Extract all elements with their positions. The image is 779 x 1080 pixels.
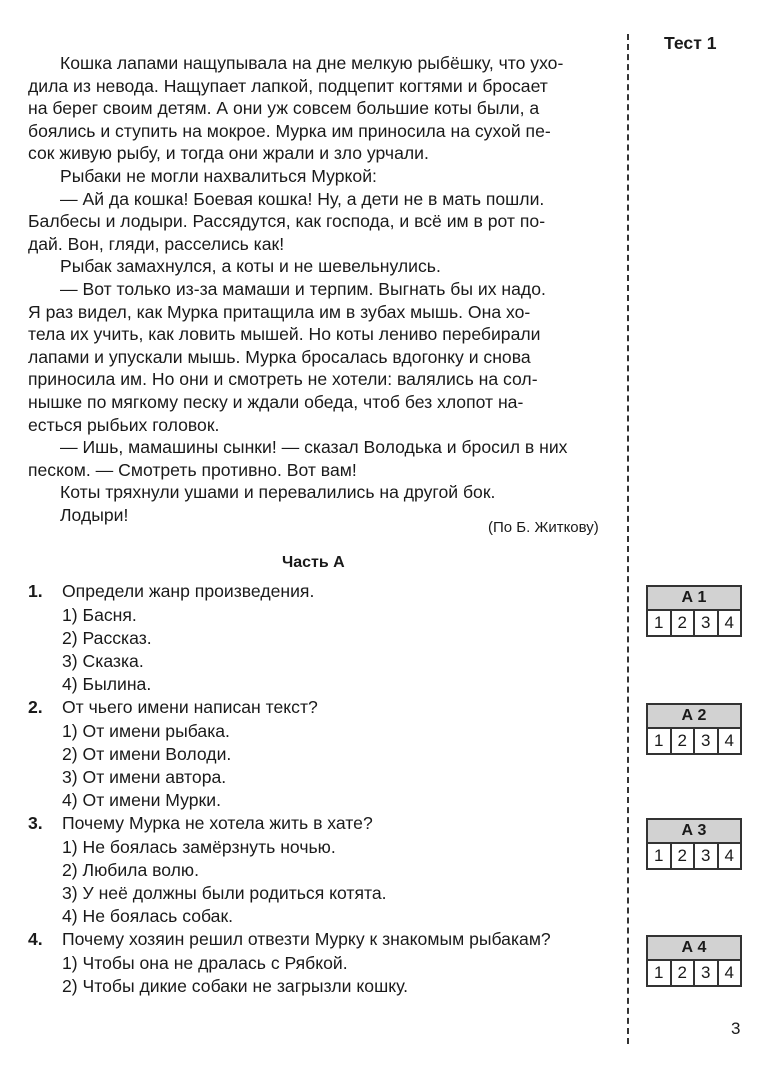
answer-choice-cell[interactable]: 2 bbox=[672, 729, 696, 753]
question-number: 3. bbox=[28, 813, 43, 833]
answer-box-cells bbox=[648, 611, 740, 635]
question-options bbox=[62, 604, 152, 696]
answer-choice-cell[interactable]: 1 bbox=[648, 844, 672, 868]
passage-line: Рыбаки не могли нахвалиться Муркой: bbox=[60, 165, 377, 186]
answer-option[interactable]: 2) Любила волю. bbox=[62, 860, 200, 880]
answer-option[interactable]: 1) От имени рыбака. bbox=[62, 721, 230, 741]
answer-choice-cell[interactable]: 4 bbox=[724, 963, 734, 982]
page-number: 3 bbox=[731, 1019, 741, 1038]
question-number: 1. bbox=[28, 581, 43, 601]
answer-option[interactable]: 2) От имени Володи. bbox=[62, 744, 232, 764]
answer-choice-cell[interactable]: 1 bbox=[648, 729, 672, 753]
passage-line: — Ай да кошка! Боевая кошка! Ну, а дети не в мать пошли. bbox=[60, 188, 545, 209]
passage-line: боялись и ступить на мокрое. Мурка им приносила на сухой пе- bbox=[28, 120, 551, 141]
answer-option[interactable]: 4) Былина. bbox=[62, 674, 152, 694]
answer-option[interactable]: 1) Басня. bbox=[62, 605, 137, 625]
answer-option[interactable]: 4) Не боялась собак. bbox=[62, 906, 234, 926]
passage-line: Кошка лапами нащупывала на дне мелкую рыбёшку, что ухо- bbox=[60, 53, 564, 73]
question-1 bbox=[28, 581, 628, 693]
answer-box-cells bbox=[648, 961, 740, 985]
question-text: Определи жанр произведения. bbox=[62, 581, 315, 601]
answer-choice-cell[interactable]: 4 bbox=[724, 731, 734, 750]
answer-option[interactable]: 4) От имени Мурки. bbox=[62, 790, 221, 810]
answer-box-label: А 2 bbox=[648, 705, 740, 729]
answer-box-cells bbox=[648, 844, 740, 868]
answer-choice-cell[interactable]: 2 bbox=[672, 961, 696, 985]
passage-line: — Вот только из-за мамаши и терпим. Выгнать бы их надо. bbox=[60, 278, 546, 299]
passage-line: на берег своим детям. А они уж совсем большие коты были, а bbox=[28, 98, 540, 119]
reading-passage bbox=[28, 52, 618, 526]
answer-choice-cell[interactable]: 3 bbox=[695, 844, 719, 868]
passage-line: сок живую рыбу, и тогда они жрали и зло урчали. bbox=[28, 143, 429, 164]
passage-line: песком. — Смотреть противно. Вот вам! bbox=[28, 459, 357, 480]
passage-line: — Ишь, мамашины сынки! — сказал Володька и бросил в них bbox=[60, 437, 568, 458]
passage-line: есться рыбьих головок. bbox=[28, 414, 220, 435]
answer-choice-cell[interactable]: 2 bbox=[672, 844, 696, 868]
passage-line: Рыбак замахнулся, а коты и не шевельнулись. bbox=[60, 256, 441, 277]
answer-option[interactable]: 3) От имени автора. bbox=[62, 767, 227, 787]
question-text: Почему хозяин решил отвезти Мурку к знакомым рыбакам? bbox=[62, 929, 551, 949]
question-2 bbox=[28, 697, 628, 809]
answer-choice-cell[interactable]: 1 bbox=[648, 611, 672, 635]
question-options bbox=[62, 836, 387, 928]
passage-line: тела их учить, как ловить мышей. Но коты лениво перебирали bbox=[28, 324, 541, 345]
part-title: Часть А bbox=[282, 554, 345, 571]
answer-choice-cell[interactable]: 1 bbox=[648, 961, 672, 985]
answer-box-cells bbox=[648, 729, 740, 753]
passage-source: (По Б. Житкову) bbox=[488, 519, 599, 536]
answer-option[interactable]: 3) У неё должны были родиться котята. bbox=[62, 883, 387, 903]
passage-line: дай. Вон, гляди, расселись как! bbox=[28, 233, 285, 254]
answer-choice-cell[interactable]: 4 bbox=[724, 846, 734, 865]
answer-box-label: А 3 bbox=[648, 820, 740, 844]
passage-line: Балбесы и лодыри. Рассядутся, как господа, и всё им в рот по- bbox=[28, 211, 546, 232]
answer-box-a4 bbox=[646, 935, 742, 987]
answer-box-label: А 4 bbox=[648, 937, 740, 961]
answer-option[interactable]: 2) Рассказ. bbox=[62, 628, 152, 648]
passage-line: Лодыри! bbox=[60, 504, 129, 525]
passage-line: приносила им. Но они и смотреть не хотели: валялись на сол- bbox=[28, 369, 538, 390]
passage-line: Коты тряхнули ушами и перевалились на другой бок. bbox=[60, 482, 496, 503]
answer-option[interactable]: 1) Чтобы она не дралась с Рябкой. bbox=[62, 953, 348, 973]
passage-line: нышке по мягкому песку и ждали обеда, чтоб без хлопот на- bbox=[28, 391, 524, 412]
question-4 bbox=[28, 929, 628, 999]
question-text: От чьего имени написан текст? bbox=[62, 697, 318, 717]
answer-choice-cell[interactable]: 4 bbox=[724, 613, 734, 632]
answer-choice-cell[interactable]: 2 bbox=[672, 611, 696, 635]
passage-line: Я раз видел, как Мурка притащила им в зубах мышь. Она хо- bbox=[28, 301, 531, 322]
question-number: 2. bbox=[28, 697, 43, 717]
question-text: Почему Мурка не хотела жить в хате? bbox=[62, 813, 373, 833]
answer-choice-cell[interactable]: 3 bbox=[695, 961, 719, 985]
answer-choice-cell[interactable]: 3 bbox=[695, 729, 719, 753]
answer-box-a1 bbox=[646, 585, 742, 637]
question-options bbox=[62, 720, 231, 812]
passage-line: дила из невода. Нащупает лапкой, подцепит когтями и бросает bbox=[28, 75, 548, 96]
answer-box-a3 bbox=[646, 818, 742, 870]
answer-box-label: А 1 bbox=[648, 587, 740, 611]
test-title: Тест 1 bbox=[664, 33, 717, 53]
question-number: 4. bbox=[28, 929, 43, 949]
passage-line: лапами и упускали мышь. Мурка бросалась вдогонку и снова bbox=[28, 346, 531, 367]
question-3 bbox=[28, 813, 628, 925]
answer-box-a2 bbox=[646, 703, 742, 755]
answer-option[interactable]: 2) Чтобы дикие собаки не загрызли кошку. bbox=[62, 976, 409, 996]
answer-option[interactable]: 3) Сказка. bbox=[62, 651, 144, 671]
answer-option[interactable]: 1) Не боялась замёрзнуть ночью. bbox=[62, 837, 336, 857]
answer-choice-cell[interactable]: 3 bbox=[695, 611, 719, 635]
question-options bbox=[62, 952, 408, 998]
